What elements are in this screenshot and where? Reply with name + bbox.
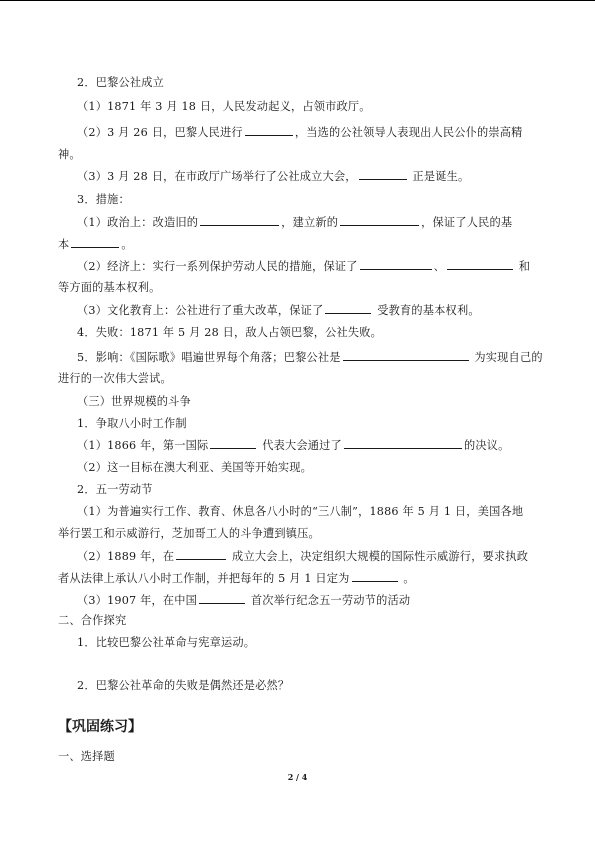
line-text: ，建立新的 (281, 216, 339, 229)
fill-in-blank[interactable] (359, 168, 407, 180)
text-line (77, 325, 382, 341)
text-line (77, 302, 480, 319)
line-text: （1）1871 年 3 月 18 日，人民发动起义，占领市政厅。 (77, 100, 371, 113)
text-line (77, 592, 410, 609)
text-line (58, 236, 133, 253)
line-text: 2．巴黎公社成立 (77, 76, 165, 89)
line-text: 。 (399, 572, 415, 585)
line-text: （3）文化教育上：公社进行了重大改革，保证了 (77, 304, 324, 317)
fill-in-blank[interactable] (360, 258, 432, 270)
line-text: 本 (58, 238, 70, 251)
text-line (77, 75, 164, 91)
line-text: 4．失败：1871 年 5 月 28 日，敌人占领巴黎，公社失败。 (77, 326, 383, 339)
line-text: （1）政治上：改造旧的 (77, 216, 199, 229)
line-text: 正是诞生。 (408, 170, 470, 183)
section-heading: 【巩固练习】 (58, 719, 142, 735)
text-line (58, 526, 320, 542)
line-text: 受教育的基本权利。 (373, 304, 480, 317)
text-line (58, 570, 415, 587)
text-line (77, 394, 191, 410)
line-text: 5．影响：《国际歌》唱遍世界每个角落；巴黎公社是 (77, 351, 341, 364)
line-text: 1．争取八小时工作制 (77, 417, 187, 430)
text-line (77, 678, 289, 694)
line-text: 代表大会通过了 (258, 439, 342, 452)
fill-in-blank[interactable] (200, 214, 279, 226)
line-text: 一、选择题 (58, 750, 115, 763)
line-text: 进行的一次伟大尝试。 (58, 372, 172, 385)
text-line (77, 482, 153, 498)
fill-in-blank[interactable] (352, 570, 398, 582)
line-text: 等方面的基本权利。 (58, 281, 161, 294)
line-text: （3）1907 年，在中国 (77, 594, 198, 607)
text-line (77, 548, 528, 565)
line-text: 神。 (58, 148, 81, 161)
line-text: 3．措施： (77, 193, 130, 206)
text-line (77, 349, 543, 366)
fill-in-blank[interactable] (447, 258, 513, 270)
text-line (77, 437, 510, 454)
line-text: （1）为普遍实行工作、教育、休息各八小时的“三八制”，1886 年 5 月 1 日，美国各地 (77, 505, 524, 518)
line-text: 2．巴黎公社革命的失败是偶然还是必然？ (77, 679, 290, 692)
line-text: （2）经济上：实行一系列保护劳动人民的措施，保证了 (77, 260, 358, 273)
fill-in-blank[interactable] (325, 302, 371, 314)
line-text: （2）这一目标在澳大利亚、美国等开始实现。 (77, 461, 313, 474)
line-text: 、 (433, 260, 446, 273)
line-text: 二、合作探究 (58, 614, 127, 627)
line-text: 者从法律上承认八小时工作制，并把每年的 5 月 1 日定为 (58, 572, 350, 585)
line-text: （三）世界规模的斗争 (77, 395, 191, 408)
page-number: 2 / 4 (287, 772, 308, 782)
line-text: ，当选的公社领导人表现出人民公仆的崇高精 (294, 126, 523, 139)
line-text: （3）3 月 28 日，在市政厅广场举行了公社成立大会， (77, 170, 357, 183)
line-text: 。 (121, 238, 133, 251)
fill-in-blank[interactable] (340, 214, 419, 226)
text-line (58, 280, 161, 296)
fill-in-blank[interactable] (245, 124, 293, 136)
line-text: 首次举行纪念五一劳动节的活动 (247, 594, 411, 607)
line-text: 举行罢工和示威游行，芝加哥工人的斗争遭到镇压。 (58, 527, 320, 540)
text-line (77, 635, 255, 651)
text-line (58, 749, 115, 765)
text-line (77, 168, 469, 185)
line-text: 的决议。 (463, 439, 510, 452)
fill-in-blank[interactable] (344, 437, 462, 449)
fill-in-blank[interactable] (210, 437, 256, 449)
text-line (77, 258, 530, 275)
line-text: （1）1866 年，第一国际 (77, 439, 209, 452)
text-line (77, 504, 523, 520)
text-line (77, 214, 512, 231)
fill-in-blank[interactable] (71, 236, 119, 248)
fill-in-blank[interactable] (343, 349, 469, 361)
line-text: 2．五一劳动节 (77, 483, 153, 496)
fill-in-blank[interactable] (199, 592, 245, 604)
line-text: ，保证了人民的基 (421, 216, 513, 229)
text-line (58, 147, 81, 163)
text-line (58, 371, 172, 387)
line-text: 和 (515, 260, 531, 273)
text-line (77, 416, 187, 432)
line-text: 1．比较巴黎公社革命与宪章运动。 (77, 636, 256, 649)
line-text: （2）3 月 26 日，巴黎人民进行 (77, 126, 243, 139)
text-line (77, 192, 130, 208)
text-line (77, 124, 523, 141)
text-line (58, 613, 126, 629)
line-text: 为实现自己的 (470, 351, 543, 364)
text-line (77, 99, 371, 115)
text-line (77, 460, 312, 476)
line-text: （2）1889 年，在 (77, 550, 175, 563)
fill-in-blank[interactable] (176, 548, 226, 560)
line-text: 成立大会上，决定组织大规模的国际性示威游行，要求执政 (228, 550, 529, 563)
